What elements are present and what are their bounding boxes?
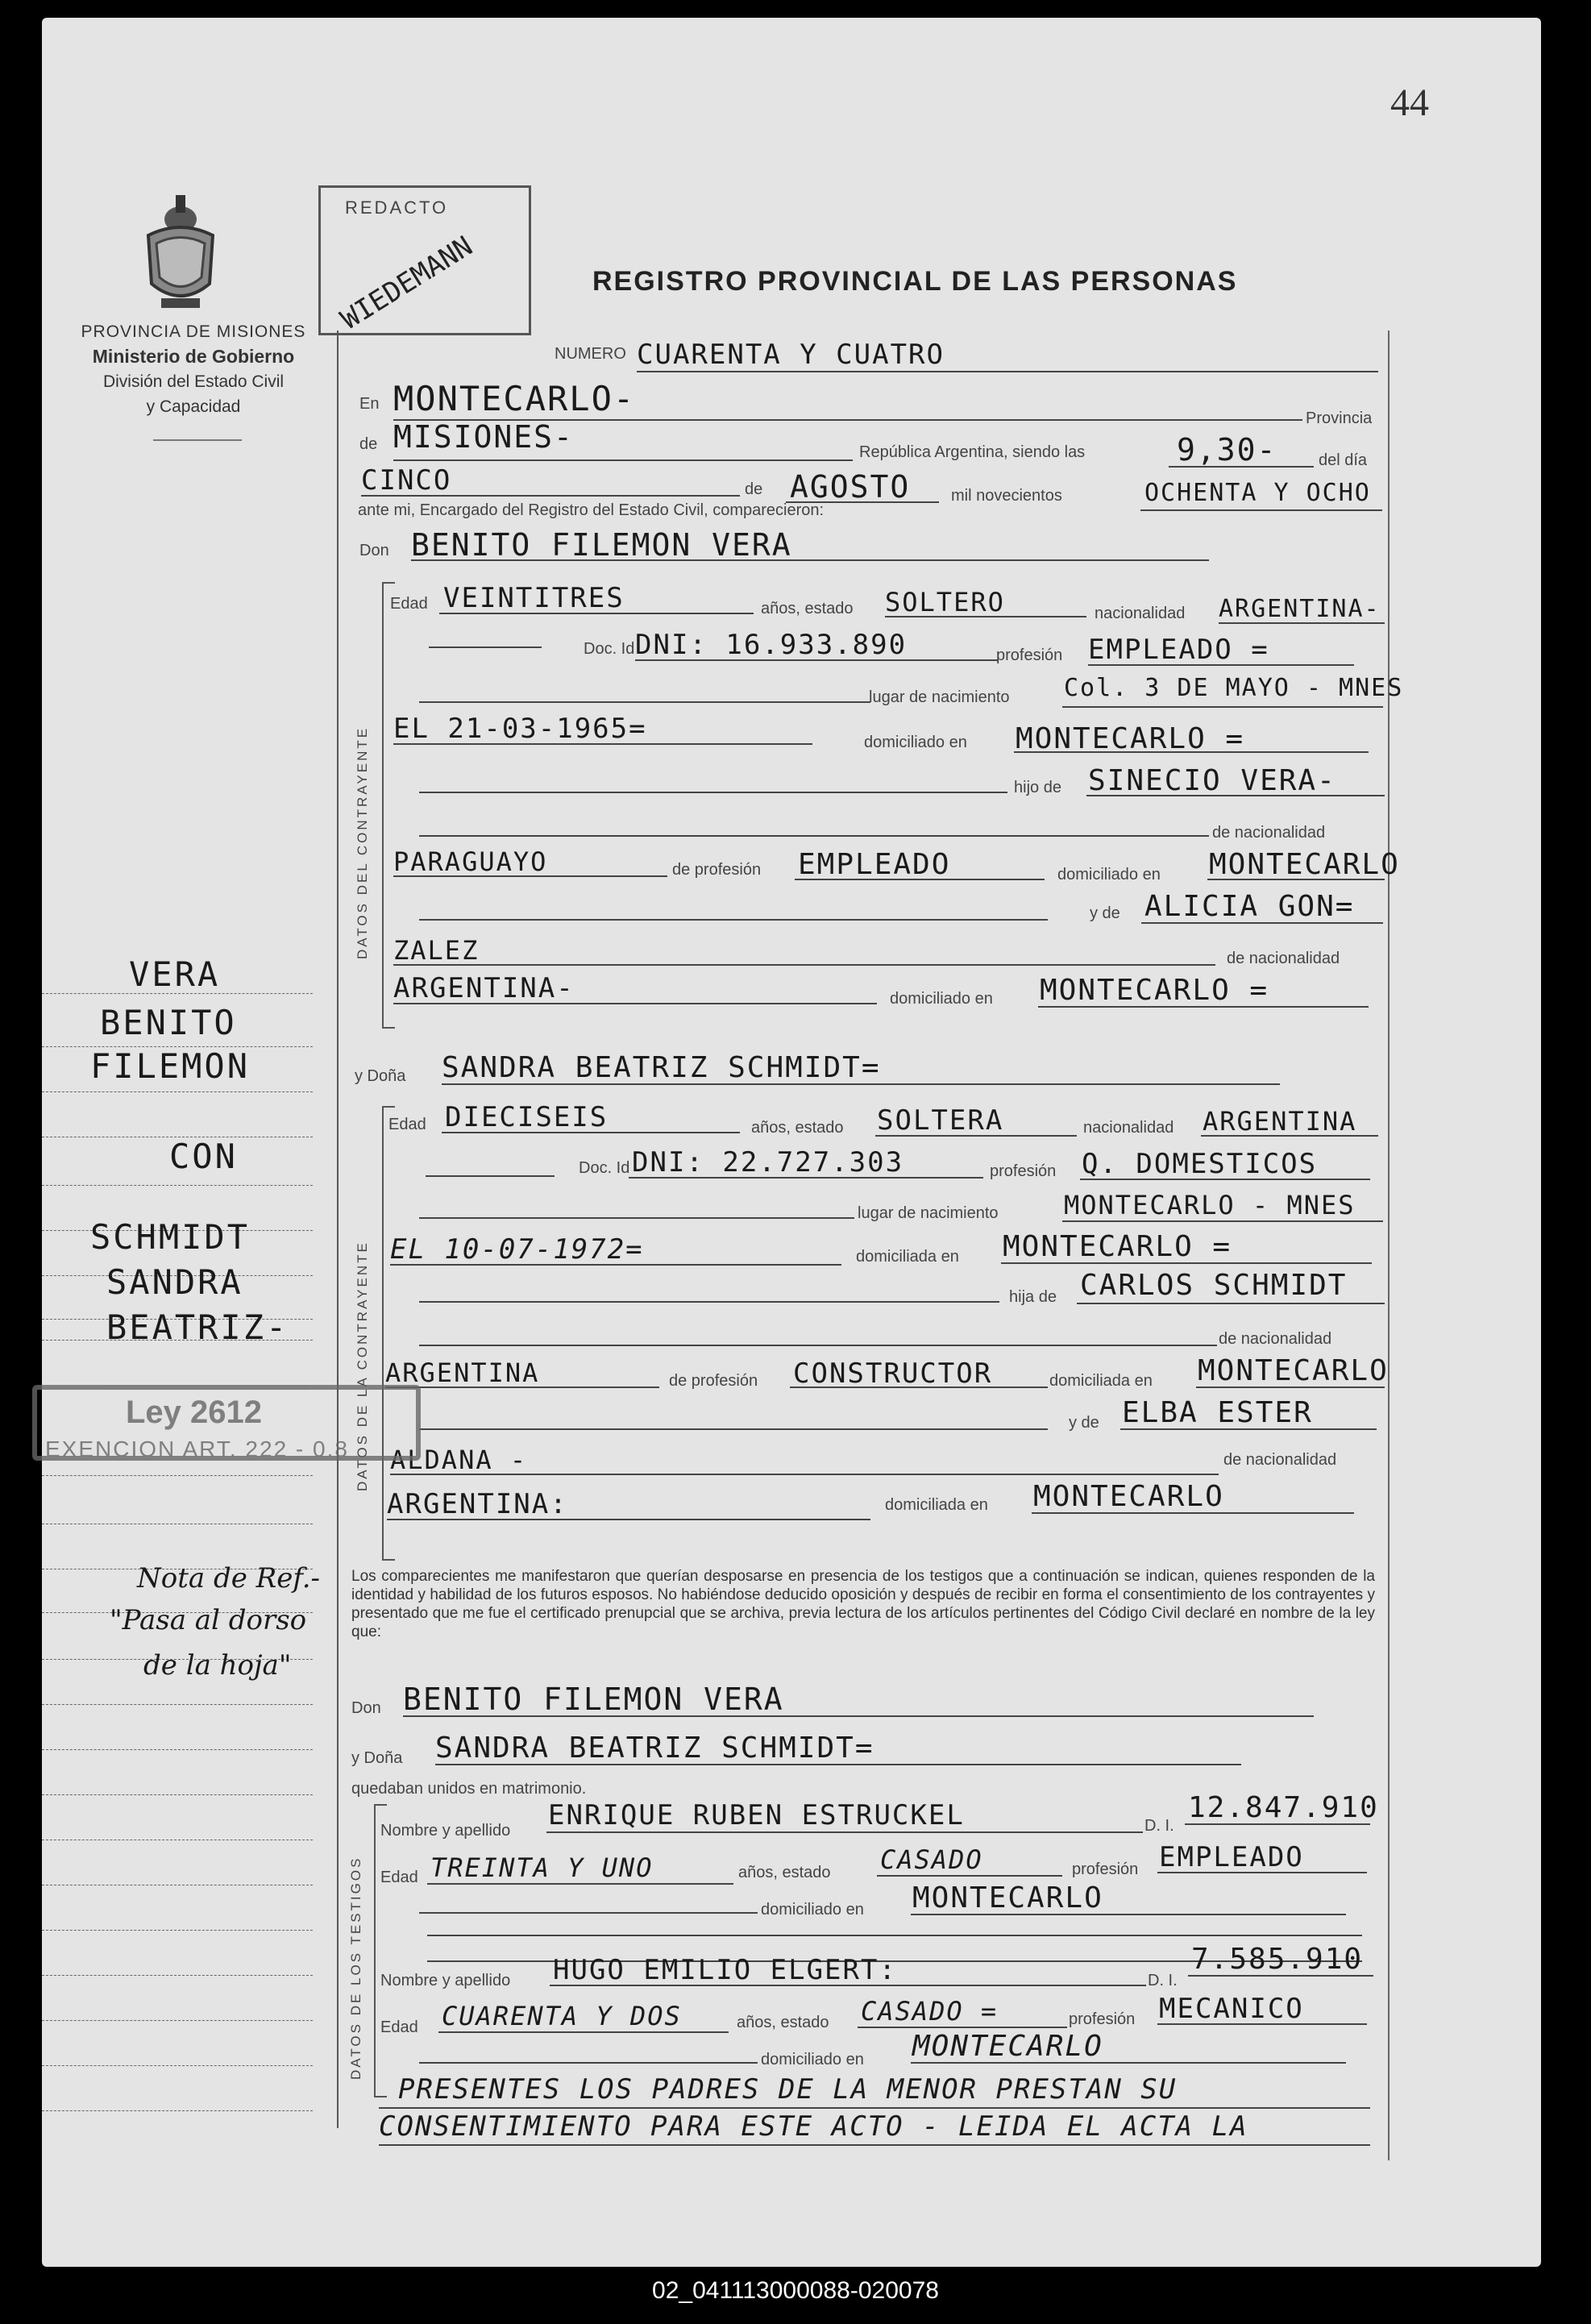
madre-f-value: ELBA ESTER (1122, 1396, 1313, 1429)
testigos-bracket (374, 1804, 387, 2097)
estado-f-value: SOLTERA (877, 1104, 1004, 1137)
nacionalidad-f-value: ARGENTINA (1203, 1106, 1357, 1137)
issuer-header (56, 319, 330, 419)
padre-f-domiciliada-label: domiciliada en (1049, 1372, 1153, 1390)
margin-rule (42, 1704, 313, 1705)
province-name: PROVINCIA DE MISIONES (81, 322, 306, 341)
final-dona-line (435, 1764, 1241, 1765)
blank-line (419, 1912, 758, 1914)
madre-f-nac-value: ARGENTINA: (387, 1488, 568, 1520)
nacionalidad-value: ARGENTINA- (1219, 595, 1381, 623)
de-nacionalidad-f-label: de nacionalidad (1219, 1330, 1332, 1348)
madre-domicilio-value: MONTECARLO = (1040, 974, 1269, 1007)
madre-f-domicilio-value: MONTECARLO (1033, 1480, 1224, 1513)
padre-dom-line (1207, 879, 1385, 880)
t1-domicilio-value: MONTECARLO (912, 1881, 1103, 1914)
margin-name-4: BEATRIZ- (106, 1308, 289, 1347)
numero-line (637, 371, 1378, 372)
domiciliada-f-label: domiciliada en (856, 1248, 959, 1266)
t2-estado-line (858, 2027, 1067, 2028)
t1-estado-label: años, estado (738, 1864, 831, 1881)
lugar-label: lugar de nacimiento (869, 688, 1010, 706)
de-nacionalidad-label: de nacionalidad (1212, 824, 1326, 842)
observation-line-1: PRESENTES LOS PADRES DE LA MENOR PRESTAN SU (398, 2073, 1178, 2106)
y-de-f-label: y de (1069, 1414, 1099, 1432)
padre-f-domicilio-value: MONTECARLO (1198, 1354, 1389, 1387)
lugar-value: Col. 3 DE MAYO - MNES (1064, 674, 1404, 702)
madre-f-dom-line (1032, 1512, 1354, 1514)
doc-line (635, 659, 998, 661)
don-line (411, 559, 1209, 561)
t2-domiciliado-label: domiciliado en (761, 2051, 864, 2068)
profesion-line (1088, 664, 1354, 666)
fecha-f-value: EL 10-07-1972= (390, 1233, 644, 1266)
t2-edad-label: Edad (380, 2018, 418, 2036)
t1-estado-value: CASADO (880, 1844, 983, 1875)
margin-rule (42, 1091, 313, 1092)
madre-f-domiciliada-label: domiciliada en (885, 1496, 988, 1514)
blank-line (419, 1428, 1048, 1430)
madre-cont-value: ZALEZ (393, 935, 480, 966)
del-dia-label: del día (1319, 451, 1368, 469)
t2-profesion-value: MECANICO (1159, 1993, 1304, 2025)
image-caption: 02_041113000088-020078 (652, 2277, 939, 2304)
padre-f-prof-line (790, 1387, 1048, 1388)
page-number: 44 (1390, 81, 1429, 124)
nacionalidad-f-label: nacionalidad (1083, 1119, 1174, 1137)
final-dona-value: SANDRA BEATRIZ SCHMIDT= (435, 1732, 874, 1765)
margin-rule (42, 2110, 313, 2111)
t2-nombre-line (550, 1985, 1146, 1986)
edad-label: Edad (390, 595, 428, 613)
t2-estado-label: años, estado (737, 2014, 829, 2031)
profesion-label: profesión (996, 646, 1063, 664)
margin-note-1: Nota de Ref.- (137, 1562, 321, 1594)
estado-f-label: años, estado (751, 1119, 844, 1137)
y-de-label: y de (1090, 904, 1120, 922)
madre-line (1141, 922, 1383, 924)
obs2-line (379, 2144, 1370, 2146)
domicilio-f-value: MONTECARLO = (1003, 1230, 1232, 1263)
blank-line (419, 2062, 758, 2064)
header-divider (153, 439, 242, 441)
t1-dom-line (911, 1914, 1346, 1915)
ley-stamp (32, 1385, 421, 1461)
padre-nac-line (393, 875, 667, 877)
declaration-text: Los comparecientes me manifestaron que querían desposarse en presencia de los testigos que a continuación se indican, quienes responden de la identidad y habilidad de los futuros esposos. No habiéndose deducido oposición y después de recibir en forma el consentimiento de los contrayentes y presentado que me fue el certificado prenupcial que se archiva, previa lectura de los artículos pertinentes del Código Civil declaré en nombre de la ley que: (351, 1568, 1375, 1640)
padre-domicilio-value: MONTECARLO (1209, 848, 1400, 881)
profesion-f-line (1080, 1179, 1370, 1180)
division-name-cont: y Capacidad (146, 397, 241, 416)
blank-line (429, 646, 542, 648)
t1-di-line (1185, 1823, 1370, 1825)
ley-stamp-title: Ley 2612 (126, 1395, 263, 1430)
profesion-value: EMPLEADO = (1088, 634, 1269, 666)
edad-f-line (442, 1132, 740, 1133)
t2-edad-value: CUARENTA Y DOS (442, 2001, 682, 2031)
lugar-f-line (1062, 1220, 1383, 1222)
margin-name-3: SANDRA (106, 1262, 243, 1302)
padre-profesion-value: EMPLEADO (798, 848, 951, 881)
final-don-line (403, 1715, 1314, 1717)
padre-domiciliado-label: domiciliado en (1057, 866, 1161, 883)
margin-rule (42, 1930, 313, 1931)
madre-f-nac-line (387, 1519, 870, 1520)
t1-edad-line (427, 1883, 733, 1885)
t1-edad-value: TREINTA Y UNO (430, 1852, 654, 1883)
provincia-value: MISIONES- (393, 419, 574, 455)
doc-value: DNI: 16.933.890 (635, 629, 908, 661)
margin-surname-2: SCHMIDT (90, 1217, 251, 1257)
profesion-f-label: profesión (990, 1162, 1057, 1180)
padre-f-value: CARLOS SCHMIDT (1080, 1269, 1348, 1302)
redacto-box (318, 185, 531, 335)
doc-label: Doc. Id (584, 640, 635, 658)
margin-con: CON (169, 1137, 238, 1176)
margin-name-2: FILEMON (90, 1046, 251, 1086)
margin-rule (42, 2065, 313, 2066)
padre-profesion-label: de profesión (672, 861, 762, 879)
t1-prof-line (1157, 1872, 1367, 1873)
don-label: Don (359, 542, 389, 559)
blank-line (419, 1345, 1217, 1346)
margin-surname: VERA (129, 954, 221, 994)
domicilio-value: MONTECARLO = (1016, 722, 1245, 755)
numero-value: CUARENTA Y CUATRO (637, 339, 945, 371)
redacto-label: REDACTO (345, 197, 449, 218)
testigos-section-label: DATOS DE LOS TESTIGOS (348, 1856, 363, 2080)
padre-f-profesion-label: de profesión (669, 1372, 758, 1390)
dona-value: SANDRA BEATRIZ SCHMIDT= (442, 1051, 881, 1084)
padre-f-dom-line (1196, 1387, 1385, 1388)
ministry-name: Ministerio de Gobierno (92, 346, 295, 367)
madre-dom-line (1038, 1006, 1369, 1008)
margin-rule (42, 1475, 313, 1476)
coat-of-arms-seal (129, 187, 232, 312)
edad-value: VEINTITRES (443, 582, 625, 614)
numero-label: NUMERO (555, 345, 626, 363)
t2-profesion-label: profesión (1069, 2010, 1136, 2028)
en-label: En (359, 395, 380, 413)
t2-estado-value: CASADO = (861, 1996, 999, 2027)
padre-nacionalidad-value: PARAGUAYO (393, 846, 548, 877)
t1-estado-line (877, 1875, 1062, 1877)
madre-nacionalidad-label: de nacionalidad (1227, 950, 1340, 967)
t2-edad-line (438, 2031, 729, 2033)
margin-rule (42, 1749, 313, 1750)
doc-f-value: DNI: 22.727.303 (632, 1146, 904, 1179)
contrayente-f-section-label: DATOS DE LA CONTRAYENTE (355, 1241, 370, 1491)
doc-f-line (629, 1177, 983, 1179)
estado-value: SOLTERO (885, 587, 1005, 617)
document-title: REGISTRO PROVINCIAL DE LAS PERSONAS (592, 266, 1238, 297)
provincia-label: Provincia (1306, 410, 1373, 427)
margin-note-2: "Pasa al dorso (110, 1604, 307, 1636)
margin-name-1: BENITO (100, 1003, 237, 1042)
t2-nombre-label: Nombre y apellido (380, 1972, 511, 1989)
anio-line (1140, 509, 1382, 511)
division-name: División del Estado Civil (102, 372, 285, 391)
blank-line (419, 792, 1007, 793)
margin-rule (42, 1975, 313, 1976)
blank-line (419, 1217, 854, 1219)
margin-rule (42, 1794, 313, 1795)
final-dona-label: y Doña (351, 1749, 403, 1767)
dia-value: CINCO (361, 464, 452, 497)
t2-di-value: 7.585.910 (1191, 1943, 1364, 1976)
t1-di-label: D. I. (1144, 1817, 1174, 1835)
hora-line (1169, 466, 1314, 468)
provincia-line (393, 459, 853, 461)
t1-nombre-label: Nombre y apellido (380, 1822, 511, 1840)
lugar-f-value: MONTECARLO - MNES (1064, 1190, 1356, 1220)
t2-di-line (1188, 1975, 1373, 1977)
madre-f-cont-value: ALDANA - (390, 1445, 528, 1475)
t2-prof-line (1157, 2023, 1367, 2025)
blank-line (426, 1175, 555, 1177)
nacionalidad-label: nacionalidad (1095, 605, 1186, 622)
t2-dom-line (911, 2062, 1346, 2064)
padre-f-line (1077, 1303, 1385, 1304)
blank-line (419, 835, 1209, 837)
lugar-f-label: lugar de nacimiento (858, 1204, 999, 1222)
dia-line (361, 495, 740, 497)
doc-f-label: Doc. Id (579, 1159, 630, 1177)
madre-f-nacionalidad-label: de nacionalidad (1223, 1451, 1337, 1469)
t1-domiciliado-label: domiciliado en (761, 1901, 864, 1919)
de-label: de (359, 435, 378, 453)
madre-f-line (1120, 1428, 1377, 1430)
padre-f-nac-value: ARGENTINA (385, 1357, 540, 1388)
en-value: MONTECARLO- (393, 379, 636, 418)
t1-nombre-line (546, 1831, 1143, 1833)
republica-label: República Argentina, siendo las (859, 443, 1086, 461)
madre-cont-line (393, 964, 1215, 966)
blank-line (427, 1935, 1362, 1936)
domicilio-line (1014, 751, 1369, 753)
fecha-line (393, 743, 812, 745)
t1-nombre-value: ENRIQUE RUBEN ESTRUCKEL (548, 1799, 965, 1831)
madre-f-cont-line (390, 1474, 1219, 1475)
ley-stamp-subtitle: EXENCION ART. 222 - 0.8 (45, 1436, 349, 1461)
domicilio-f-line (1001, 1262, 1372, 1264)
lugar-line (1062, 706, 1383, 708)
domiciliado-label: domiciliado en (864, 734, 967, 751)
don-value: BENITO FILEMON VERA (411, 527, 792, 563)
nacionalidad-line (1219, 622, 1385, 624)
form-left-rule (337, 331, 339, 2128)
observation-line-2: CONSENTIMIENTO PARA ESTE ACTO - LEIDA EL ACTA LA (379, 2110, 1248, 2143)
anio-value: OCHENTA Y OCHO (1144, 479, 1371, 507)
edad-f-label: Edad (388, 1116, 426, 1133)
blank-line (419, 919, 1048, 921)
contrayente-section-label: DATOS DEL CONTRAYENTE (355, 725, 370, 959)
t2-domicilio-value: MONTECARLO (912, 2030, 1103, 2063)
obs1-line (379, 2107, 1370, 2109)
margin-note-3: de la hoja" (143, 1649, 292, 1682)
t1-edad-label: Edad (380, 1869, 418, 1886)
form-right-rule (1388, 331, 1390, 2160)
mes-value: AGOSTO (790, 469, 911, 505)
t2-nombre-value: HUGO EMILIO ELGERT: (553, 1954, 897, 1986)
t1-profesion-value: EMPLEADO (1159, 1841, 1304, 1873)
redacto-stamp-name: WIEDEMANN (335, 230, 479, 336)
estado-line (885, 616, 1086, 617)
profesion-f-value: Q. DOMESTICOS (1082, 1148, 1318, 1180)
t1-di-value: 12.847.910 (1188, 1791, 1379, 1824)
padre-f-nac-line (385, 1387, 659, 1388)
ante-mi-text: ante mi, Encargado del Registro del Estado Civil, comparecieron: (358, 501, 825, 519)
padre-f-profesion-value: CONSTRUCTOR (793, 1357, 993, 1390)
dona-line (442, 1083, 1280, 1085)
t2-di-label: D. I. (1148, 1972, 1178, 1989)
edad-line (439, 613, 754, 614)
final-don-label: Don (351, 1699, 381, 1717)
estado-f-line (875, 1135, 1077, 1137)
madre-domiciliado-label: domiciliado en (890, 990, 993, 1008)
madre-nac-value: ARGENTINA- (393, 972, 575, 1004)
margin-rule (42, 2020, 313, 2021)
padre-value: SINECIO VERA- (1088, 764, 1336, 797)
de-mes-label: de (745, 480, 763, 498)
padre-prof-line (795, 879, 1045, 880)
madre-value: ALICIA GON= (1144, 890, 1355, 923)
fecha-f-line (390, 1264, 841, 1266)
margin-rule (42, 1185, 313, 1186)
unidos-text: quedaban unidos en matrimonio. (351, 1780, 587, 1798)
mil-label: mil novecientos (951, 487, 1062, 505)
final-don-value: BENITO FILEMON VERA (403, 1682, 784, 1717)
hija-label: hija de (1009, 1288, 1057, 1306)
estado-label: años, estado (761, 600, 854, 617)
dona-label: y Doña (355, 1067, 406, 1085)
madre-nac-line (393, 1003, 877, 1004)
blank-line (419, 1301, 999, 1303)
hijo-label: hijo de (1014, 779, 1061, 796)
t1-profesion-label: profesión (1072, 1860, 1139, 1878)
padre-line (1086, 795, 1385, 796)
hora-value: 9,30- (1177, 432, 1277, 468)
blank-line (419, 701, 870, 703)
nacionalidad-f-line (1201, 1135, 1378, 1137)
edad-f-value: DIECISEIS (445, 1101, 609, 1133)
fecha-value: EL 21-03-1965= (393, 713, 647, 745)
